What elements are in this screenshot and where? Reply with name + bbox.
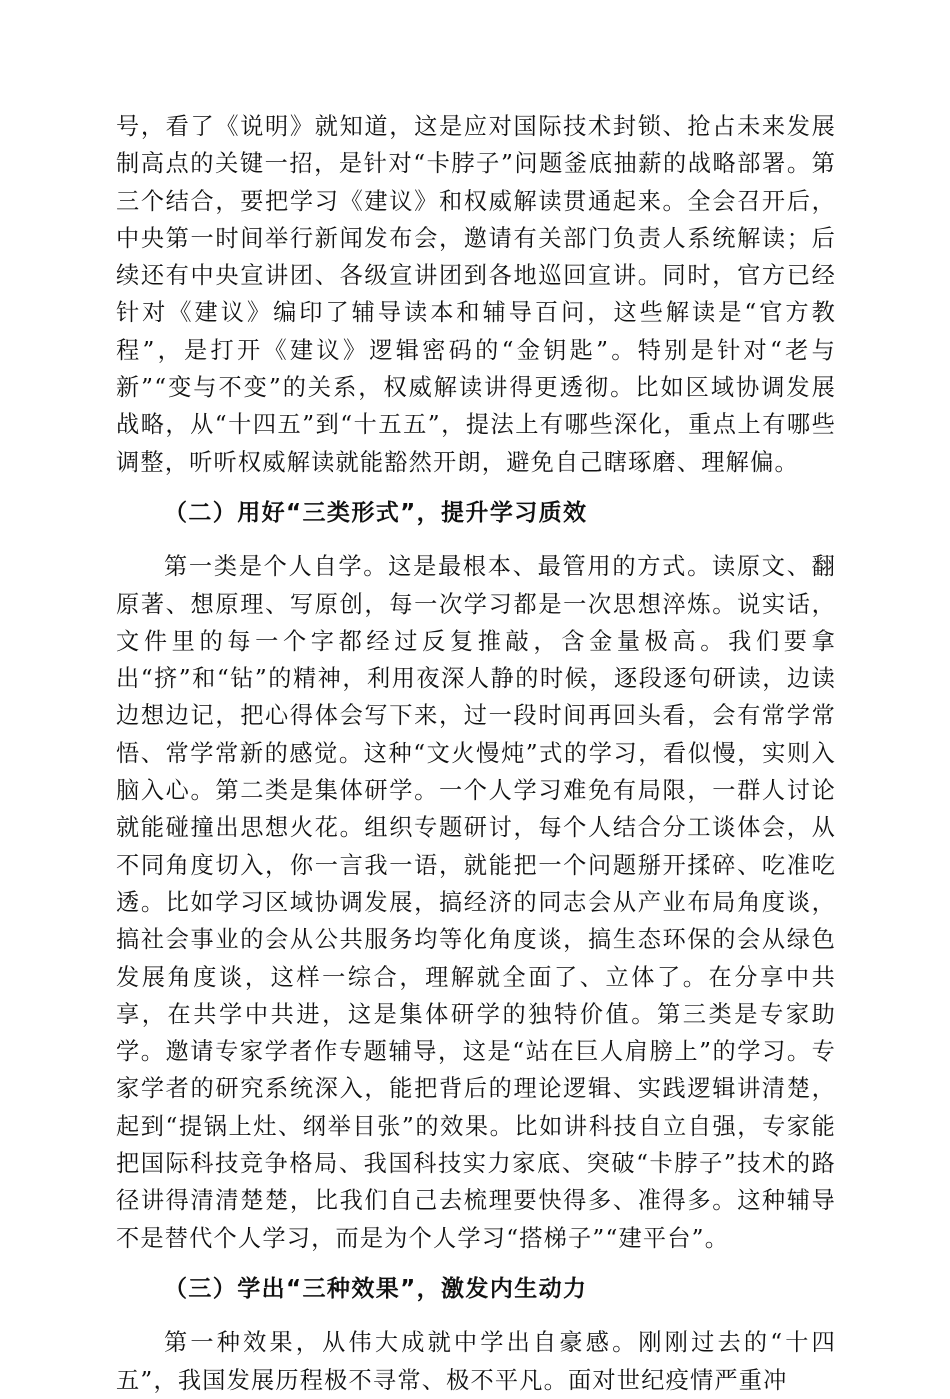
paragraph-three-forms: 第一类是个人自学。这是最根本、最管用的方式。读原文、翻原著、想原理、写原创，每一次学习都是一次思想淬炼。说实话，文件里的每一个字都经过反复推敲，含金量极高。我们要拿出“挤”和“钻”的精神，利用夜深人静的时候，逐段逐句研读，边读边想边记，把心得体会写下来，过一段时间再回头看，会有常学常悟、常学常新的感觉。这种“文火慢炖”式的学习，看似慢，实则入脑入心。第二类是集体研学。一个人学习难免有局限，一群人讨论就能碰撞出思想火花。组织专题研讨，每个人结合分工谈体会，从不同角度切入，你一言我一语，就能把一个问题掰开揉碎、吃准吃透。比如学习区域协调发展，搞经济的同志会从产业布局角度谈，搞社会事业的会从公共服务均等化角度谈，搞生态环保的会从绿色发展角度谈，这样一综合，理解就全面了、立体了。在分享中共享，在共学中共进，这是集体研学的独特价值。第三类是专家助学。邀请专家学者作专题辅导，这是“站在巨人肩膀上”的学习。专家学者的研究系统深入，能把背后的理论逻辑、实践逻辑讲清楚，起到“提锅上灶、纲举目张”的效果。比如讲科技自立自强，专家能把国际科技竞争格局、我国科技实力家底、突破“卡脖子”技术的路径讲得清清楚楚，比我们自己去梳理要快得多、准得多。这种辅导不是替代个人学习，而是为个人学习“搭梯子”“建平台”。 bbox=[116, 553, 836, 1252]
document-body bbox=[116, 108, 836, 1399]
section-heading-3: （三）学出“三种效果”，激发内生动力 bbox=[164, 1275, 588, 1302]
section-heading-2: （二）用好“三类形式”，提升学习质效 bbox=[164, 499, 588, 526]
paragraph-three-effects: 第一种效果，从伟大成就中学出自豪感。刚刚过去的“十四五”，我国发展历程极不寻常、极不平凡。面对世纪疫情严重冲 bbox=[116, 1329, 836, 1394]
paragraph-continued-from-previous-page: 号，看了《说明》就知道，这是应对国际技术封锁、抢占未来发展制高点的关键一招，是针对“卡脖子”问题釜底抽薪的战略部署。第三个结合，要把学习《建议》和权威解读贯通起来。全会召开后，中央第一时间举行新闻发布会，邀请有关部门负责人系统解读；后续还有中央宣讲团、各级宣讲团到各地巡回宣讲。同时，官方已经针对《建议》编印了辅导读本和辅导百问，这些解读是“官方教程”，是打开《建议》逻辑密码的“金钥匙”。特别是针对“老与新”“变与不变”的关系，权威解读讲得更透彻。比如区域协调发展战略，从“十四五”到“十五五”，提法上有哪些深化，重点上有哪些调整，听听权威解读就能豁然开朗，避免自己瞎琢磨、理解偏。 bbox=[116, 113, 836, 476]
